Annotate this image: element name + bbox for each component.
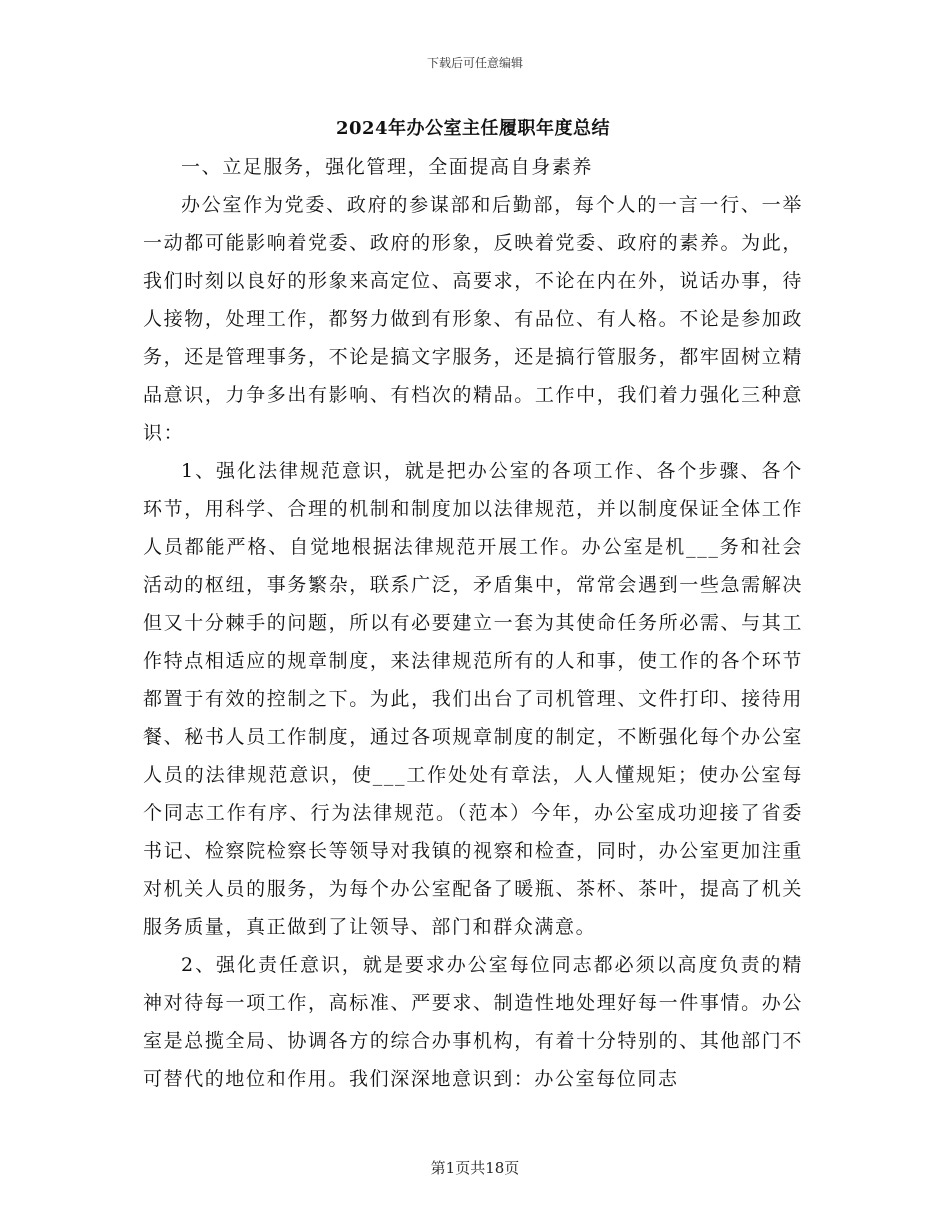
- section-heading: 一、立足服务，强化管理，全面提高自身素养: [181, 156, 594, 178]
- paragraph-legal-awareness: 1、强化法律规范意识，就是把办公室的各项工作、各个步骤、各个环节，用科学、合理的机制和制度加以法律规范，并以制度保证全体工作人员都能严格、自觉地根据法律规范开展工作。办公室是机___务和社会活动的枢纽，事务繁杂，联系广泛，矛盾集中，常常会遇到一些急需解决但又十分棘手的问题，所以有必要建立一套为其使命任务所必需、与其工作特点相适应的规章制度，来法律规范所有的人和事，使工作的各个环节都置于有效的控制之下。为此，我们出台了司机管理、文件打印、接待用餐、秘书人员工作制度，通过各项规章制度的制定，不断强化每个办公室人员的法律规范意识，使___工作处处有章法，人人懂规矩；使办公室每个同志工作有序、行为法律规范。（范本）今年，办公室成功迎接了省委书记、检察院检察长等领导对我镇的视察和检查，同时，办公室更加注重对机关人员的服务，为每个办公室配备了暖瓶、茶杯、茶叶，提高了机关服务质量，真正做到了让领导、部门和群众满意。: [143, 460, 803, 938]
- page-number-footer: 第1页共18页: [430, 1159, 520, 1177]
- paragraph-intro: 办公室作为党委、政府的参谋部和后勤部，每个人的一言一行、一举一动都可能影响着党委、政府的形象，反映着党委、政府的素养。为此，我们时刻以良好的形象来高定位、高要求，不论在内在外，说话办事，待人接物，处理工作，都努力做到有形象、有品位、有人格。不论是参加政务，还是管理事务，不论是搞文字服务，还是搞行管服务，都牢固树立精品意识，力争多出有影响、有档次的精品。工作中，我们着力强化三种意识：: [143, 194, 803, 444]
- document-title: 2024年办公室主任履职年度总结: [335, 118, 611, 139]
- page-header-note: 下载后可任意编辑: [426, 56, 523, 70]
- document-body: [143, 110, 803, 1098]
- paragraph-responsibility-awareness: 2、强化责任意识，就是要求办公室每位同志都必须以高度负责的精神对待每一项工作，高标准、严要求、制造性地处理好每一件事情。办公室是总揽全局、协调各方的综合办事机构，有着十分特别的、其他部门不可替代的地位和作用。我们深深地意识到：办公室每位同志: [143, 954, 803, 1090]
